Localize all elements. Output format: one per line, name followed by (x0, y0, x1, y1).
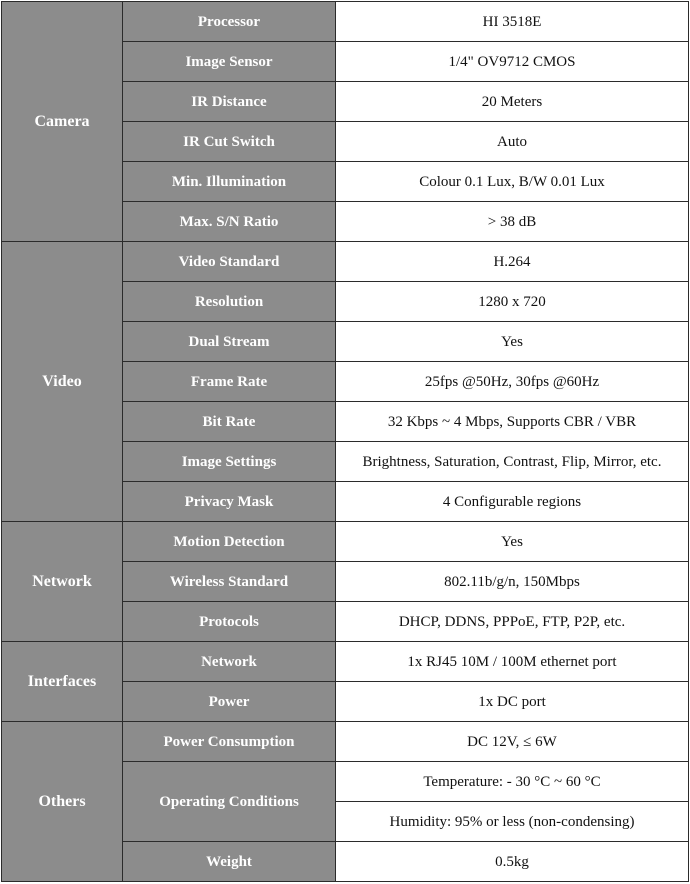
spec-value-resolution: 1280 x 720 (336, 282, 689, 322)
category-interfaces: Interfaces (2, 642, 123, 722)
spec-label-motion-detection: Motion Detection (123, 522, 336, 562)
spec-value-operating-conditions-2: Humidity: 95% or less (non-condensing) (336, 802, 689, 842)
spec-label-privacy-mask: Privacy Mask (123, 482, 336, 522)
spec-value-operating-conditions-1: Temperature: - 30 °C ~ 60 °C (336, 762, 689, 802)
spec-value-bit-rate: 32 Kbps ~ 4 Mbps, Supports CBR / VBR (336, 402, 689, 442)
spec-value-protocols: DHCP, DDNS, PPPoE, FTP, P2P, etc. (336, 602, 689, 642)
spec-label-wireless-standard: Wireless Standard (123, 562, 336, 602)
spec-value-ir-distance: 20 Meters (336, 82, 689, 122)
spec-value-motion-detection: Yes (336, 522, 689, 562)
spec-value-privacy-mask: 4 Configurable regions (336, 482, 689, 522)
spec-label-bit-rate: Bit Rate (123, 402, 336, 442)
spec-label-ir-distance: IR Distance (123, 82, 336, 122)
spec-value-image-sensor: 1/4" OV9712 CMOS (336, 42, 689, 82)
spec-label-video-standard: Video Standard (123, 242, 336, 282)
spec-label-power-consumption: Power Consumption (123, 722, 336, 762)
spec-label-ir-cut-switch: IR Cut Switch (123, 122, 336, 162)
spec-label-network: Network (123, 642, 336, 682)
spec-label-max-s-n-ratio: Max. S/N Ratio (123, 202, 336, 242)
spec-value-frame-rate: 25fps @50Hz, 30fps @60Hz (336, 362, 689, 402)
spec-label-operating-conditions: Operating Conditions (123, 762, 336, 842)
table-row (2, 522, 689, 562)
table-row (2, 242, 689, 282)
spec-value-max-s-n-ratio: > 38 dB (336, 202, 689, 242)
spec-value-power: 1x DC port (336, 682, 689, 722)
spec-label-weight: Weight (123, 842, 336, 882)
table-row (2, 642, 689, 682)
category-camera: Camera (2, 2, 123, 242)
spec-value-ir-cut-switch: Auto (336, 122, 689, 162)
spec-label-dual-stream: Dual Stream (123, 322, 336, 362)
spec-label-image-sensor: Image Sensor (123, 42, 336, 82)
spec-value-wireless-standard: 802.11b/g/n, 150Mbps (336, 562, 689, 602)
spec-label-power: Power (123, 682, 336, 722)
spec-label-frame-rate: Frame Rate (123, 362, 336, 402)
category-video: Video (2, 242, 123, 522)
spec-table (1, 1, 689, 882)
spec-value-min-illumination: Colour 0.1 Lux, B/W 0.01 Lux (336, 162, 689, 202)
spec-label-image-settings: Image Settings (123, 442, 336, 482)
spec-value-dual-stream: Yes (336, 322, 689, 362)
spec-value-weight: 0.5kg (336, 842, 689, 882)
spec-table-body (2, 2, 689, 882)
spec-value-power-consumption: DC 12V, ≤ 6W (336, 722, 689, 762)
spec-label-protocols: Protocols (123, 602, 336, 642)
spec-value-network: 1x RJ45 10M / 100M ethernet port (336, 642, 689, 682)
table-row (2, 722, 689, 762)
spec-label-processor: Processor (123, 2, 336, 42)
spec-label-min-illumination: Min. Illumination (123, 162, 336, 202)
spec-label-resolution: Resolution (123, 282, 336, 322)
table-row (2, 2, 689, 42)
category-others: Others (2, 722, 123, 882)
spec-value-image-settings: Brightness, Saturation, Contrast, Flip, Mirror, etc. (336, 442, 689, 482)
category-network: Network (2, 522, 123, 642)
spec-value-video-standard: H.264 (336, 242, 689, 282)
spec-value-processor: HI 3518E (336, 2, 689, 42)
